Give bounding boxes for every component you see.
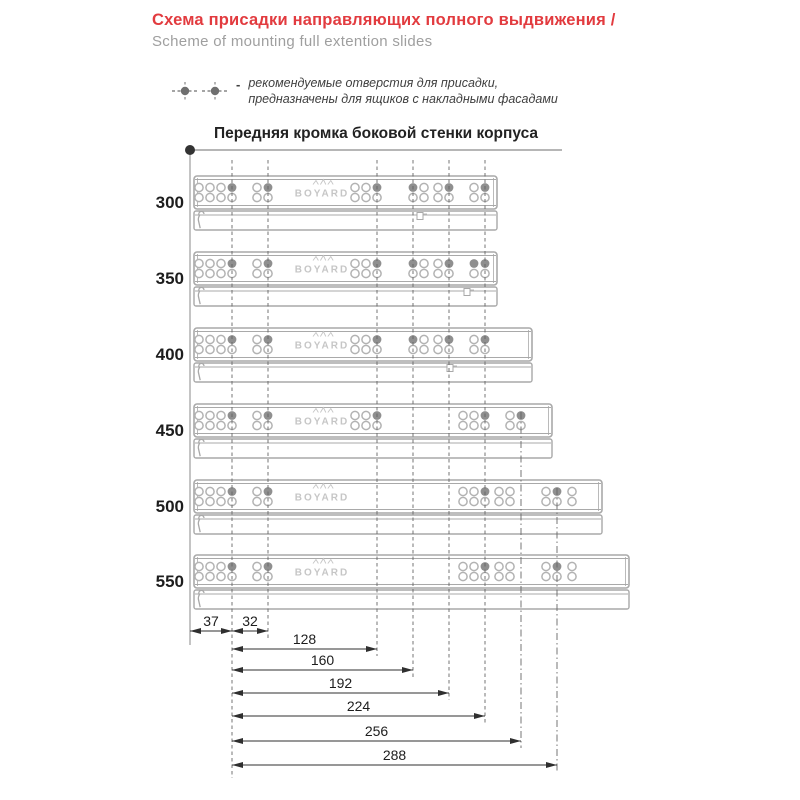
- dimension-192: [232, 675, 449, 696]
- mounting-hole-open: [206, 183, 214, 191]
- mounting-hole-open: [459, 421, 467, 429]
- arrow-right-icon: [474, 713, 485, 719]
- dimension-256: [232, 723, 521, 744]
- arrow-right-icon: [402, 667, 413, 673]
- slide-500: [156, 480, 602, 534]
- rail-upper: [194, 555, 629, 588]
- dimension-160: [232, 652, 413, 673]
- mounting-hole-open: [459, 572, 467, 580]
- mounting-hole-open: [506, 572, 514, 580]
- dimension-value: 224: [346, 698, 371, 714]
- mounting-hole-open: [351, 345, 359, 353]
- mounting-hole-open: [459, 562, 467, 570]
- mounting-hole-open: [434, 345, 442, 353]
- brand-logo: BOYARD: [294, 188, 350, 200]
- mounting-hole-open: [351, 193, 359, 201]
- mounting-hole-open: [362, 193, 370, 201]
- mounting-hole-open: [195, 269, 203, 277]
- mounting-hole-open: [495, 562, 503, 570]
- rail-upper: [194, 480, 602, 513]
- mounting-hole-open: [253, 335, 261, 343]
- mounting-hole-open: [217, 345, 225, 353]
- mounting-hole-open: [506, 411, 514, 419]
- mounting-hole-open: [351, 411, 359, 419]
- dimension-128: [232, 631, 377, 652]
- dimension-32: [232, 613, 268, 634]
- mounting-hole-open: [459, 411, 467, 419]
- mounting-hole-open: [495, 497, 503, 505]
- arrow-left-icon: [232, 667, 243, 673]
- brand-logo: BOYARD: [294, 340, 350, 352]
- mounting-hole-open: [362, 183, 370, 191]
- mounting-hole-open: [470, 562, 478, 570]
- mounting-hole-open: [206, 497, 214, 505]
- arrow-right-icon: [257, 628, 268, 634]
- dimension-value: 256: [364, 723, 389, 739]
- slide-450: [156, 404, 552, 458]
- mounting-hole-open: [253, 183, 261, 191]
- slide-length-label: 500: [155, 497, 184, 516]
- mounting-hole-open: [351, 269, 359, 277]
- rail-channel: [194, 363, 532, 382]
- mounting-hole-open: [217, 572, 225, 580]
- mounting-hole-open: [568, 562, 576, 570]
- mounting-hole-open: [217, 269, 225, 277]
- mounting-hole-open: [195, 259, 203, 267]
- mounting-hole-open: [217, 259, 225, 267]
- mounting-hole-open: [217, 193, 225, 201]
- legend-dash: -: [236, 77, 241, 92]
- mounting-hole-open: [434, 193, 442, 201]
- mounting-hole-open: [195, 335, 203, 343]
- mounting-hole-open: [568, 572, 576, 580]
- arrow-left-icon: [232, 713, 243, 719]
- mounting-hole-open: [217, 487, 225, 495]
- mounting-hole-open: [351, 183, 359, 191]
- mounting-hole-open: [206, 421, 214, 429]
- arrow-right-icon: [366, 646, 377, 652]
- slide-300: [156, 176, 497, 230]
- slide-length-label: 550: [155, 572, 184, 591]
- mounting-hole-open: [206, 572, 214, 580]
- mounting-hole-open: [506, 562, 514, 570]
- mounting-hole-open: [362, 421, 370, 429]
- slide-length-label: 400: [155, 345, 184, 364]
- mounting-hole-open: [420, 259, 428, 267]
- dimension-value: 37: [203, 613, 219, 629]
- legend-text-line1: рекомендуемые отверстия для присадки,: [248, 76, 499, 90]
- mounting-hole-open: [362, 411, 370, 419]
- mounting-hole-filled: [470, 259, 479, 268]
- mounting-hole-open: [362, 345, 370, 353]
- mounting-hole-open: [253, 259, 261, 267]
- mounting-hole-open: [420, 183, 428, 191]
- mounting-hole-open: [542, 487, 550, 495]
- rail-channel: [194, 439, 552, 458]
- mounting-hole-open: [195, 487, 203, 495]
- mounting-hole-open: [253, 572, 261, 580]
- dimension-value: 288: [382, 747, 407, 763]
- dimension-value: 160: [310, 652, 335, 668]
- slide-550: [156, 555, 629, 609]
- mounting-hole-open: [542, 572, 550, 580]
- mounting-hole-open: [253, 269, 261, 277]
- arrow-right-icon: [546, 762, 557, 768]
- slide-350: [156, 252, 497, 306]
- mounting-hole-open: [568, 497, 576, 505]
- mounting-hole-open: [434, 183, 442, 191]
- disconnect-tab: [447, 365, 453, 372]
- mounting-hole-open: [195, 421, 203, 429]
- dimension-value: 32: [242, 613, 258, 629]
- mounting-hole-open: [195, 411, 203, 419]
- mounting-hole-open: [470, 269, 478, 277]
- mounting-hole-open: [217, 183, 225, 191]
- mounting-hole-open: [470, 335, 478, 343]
- arrow-left-icon: [190, 628, 201, 634]
- mounting-hole-open: [253, 421, 261, 429]
- mounting-hole-open: [470, 183, 478, 191]
- slide-400: [156, 328, 532, 382]
- mounting-hole-open: [434, 259, 442, 267]
- mounting-hole-open: [542, 497, 550, 505]
- mounting-hole-open: [217, 421, 225, 429]
- mounting-hole-open: [459, 497, 467, 505]
- mounting-hole-open: [217, 411, 225, 419]
- mounting-hole-open: [470, 487, 478, 495]
- rail-upper: [194, 404, 552, 437]
- mounting-hole-open: [434, 335, 442, 343]
- mounting-hole-open: [470, 572, 478, 580]
- mounting-hole-open: [206, 193, 214, 201]
- mounting-hole-open: [195, 572, 203, 580]
- arrow-right-icon: [438, 690, 449, 696]
- mounting-hole-open: [195, 193, 203, 201]
- mounting-hole-open: [470, 411, 478, 419]
- mounting-hole-open: [195, 497, 203, 505]
- rail-channel: [194, 515, 602, 534]
- rail-channel: [194, 287, 497, 306]
- mounting-hole-open: [351, 335, 359, 343]
- rail-channel: [194, 211, 497, 230]
- arrow-right-icon: [221, 628, 232, 634]
- arrow-left-icon: [232, 738, 243, 744]
- mounting-hole-open: [253, 562, 261, 570]
- slide-length-label: 450: [155, 421, 184, 440]
- disconnect-tab: [417, 213, 423, 220]
- mounting-hole-open: [506, 497, 514, 505]
- mounting-hole-open: [206, 487, 214, 495]
- rail-channel: [194, 590, 629, 609]
- mounting-hole-open: [217, 335, 225, 343]
- mounting-hole-open: [362, 269, 370, 277]
- dimension-288: [232, 747, 557, 768]
- brand-logo: BOYARD: [294, 416, 350, 428]
- brand-logo: BOYARD: [294, 492, 350, 504]
- brand-logo: BOYARD: [294, 264, 350, 276]
- mounting-hole-open: [351, 421, 359, 429]
- front-edge-label: Передняя кромка боковой стенки корпуса: [213, 125, 539, 142]
- mounting-hole-open: [253, 487, 261, 495]
- mounting-hole-open: [470, 497, 478, 505]
- mounting-hole-open: [253, 345, 261, 353]
- mounting-hole-open: [217, 562, 225, 570]
- mounting-hole-open: [195, 345, 203, 353]
- rail-upper: [194, 328, 532, 361]
- mounting-hole-open: [217, 497, 225, 505]
- mounting-hole-open: [362, 335, 370, 343]
- page-title: Схема присадки направляющих полного выдвижения /: [152, 11, 616, 29]
- arrow-left-icon: [232, 762, 243, 768]
- mounting-hole-open: [253, 411, 261, 419]
- dimension-value: 192: [328, 675, 353, 691]
- arrow-left-icon: [232, 690, 243, 696]
- arrow-left-icon: [232, 646, 243, 652]
- mounting-hole-open: [351, 259, 359, 267]
- reference-dot: [185, 145, 195, 155]
- mounting-hole-open: [206, 335, 214, 343]
- mounting-hole-open: [568, 487, 576, 495]
- mounting-hole-open: [470, 345, 478, 353]
- mounting-hole-open: [470, 421, 478, 429]
- mounting-hole-open: [206, 259, 214, 267]
- slide-length-label: 350: [155, 269, 184, 288]
- dimension-value: 128: [292, 631, 317, 647]
- mounting-hole-open: [459, 487, 467, 495]
- mounting-hole-open: [195, 183, 203, 191]
- mounting-hole-open: [420, 345, 428, 353]
- slide-length-label: 300: [155, 193, 184, 212]
- mounting-hole-open: [253, 193, 261, 201]
- arrow-right-icon: [510, 738, 521, 744]
- mounting-hole-open: [506, 421, 514, 429]
- mounting-hole-open: [195, 562, 203, 570]
- mounting-hole-open: [420, 269, 428, 277]
- mounting-hole-open: [420, 335, 428, 343]
- mounting-hole-open: [206, 562, 214, 570]
- mounting-hole-open: [362, 259, 370, 267]
- page-subtitle: Scheme of mounting full extention slides: [152, 33, 433, 50]
- dimension-37: [190, 613, 232, 634]
- dimension-224: [232, 698, 485, 719]
- mounting-hole-open: [434, 269, 442, 277]
- mounting-hole-open: [420, 193, 428, 201]
- mounting-hole-open: [206, 269, 214, 277]
- mounting-hole-open: [206, 345, 214, 353]
- brand-logo: BOYARD: [294, 567, 350, 579]
- legend-text-line2: предназначены для ящиков с накладными фасадами: [248, 91, 558, 106]
- mounting-hole-open: [542, 562, 550, 570]
- mounting-hole-open: [495, 487, 503, 495]
- disconnect-tab: [464, 289, 470, 296]
- mounting-hole-open: [253, 497, 261, 505]
- mounting-hole-open: [470, 193, 478, 201]
- mounting-hole-open: [506, 487, 514, 495]
- mounting-hole-open: [206, 411, 214, 419]
- mounting-hole-open: [495, 572, 503, 580]
